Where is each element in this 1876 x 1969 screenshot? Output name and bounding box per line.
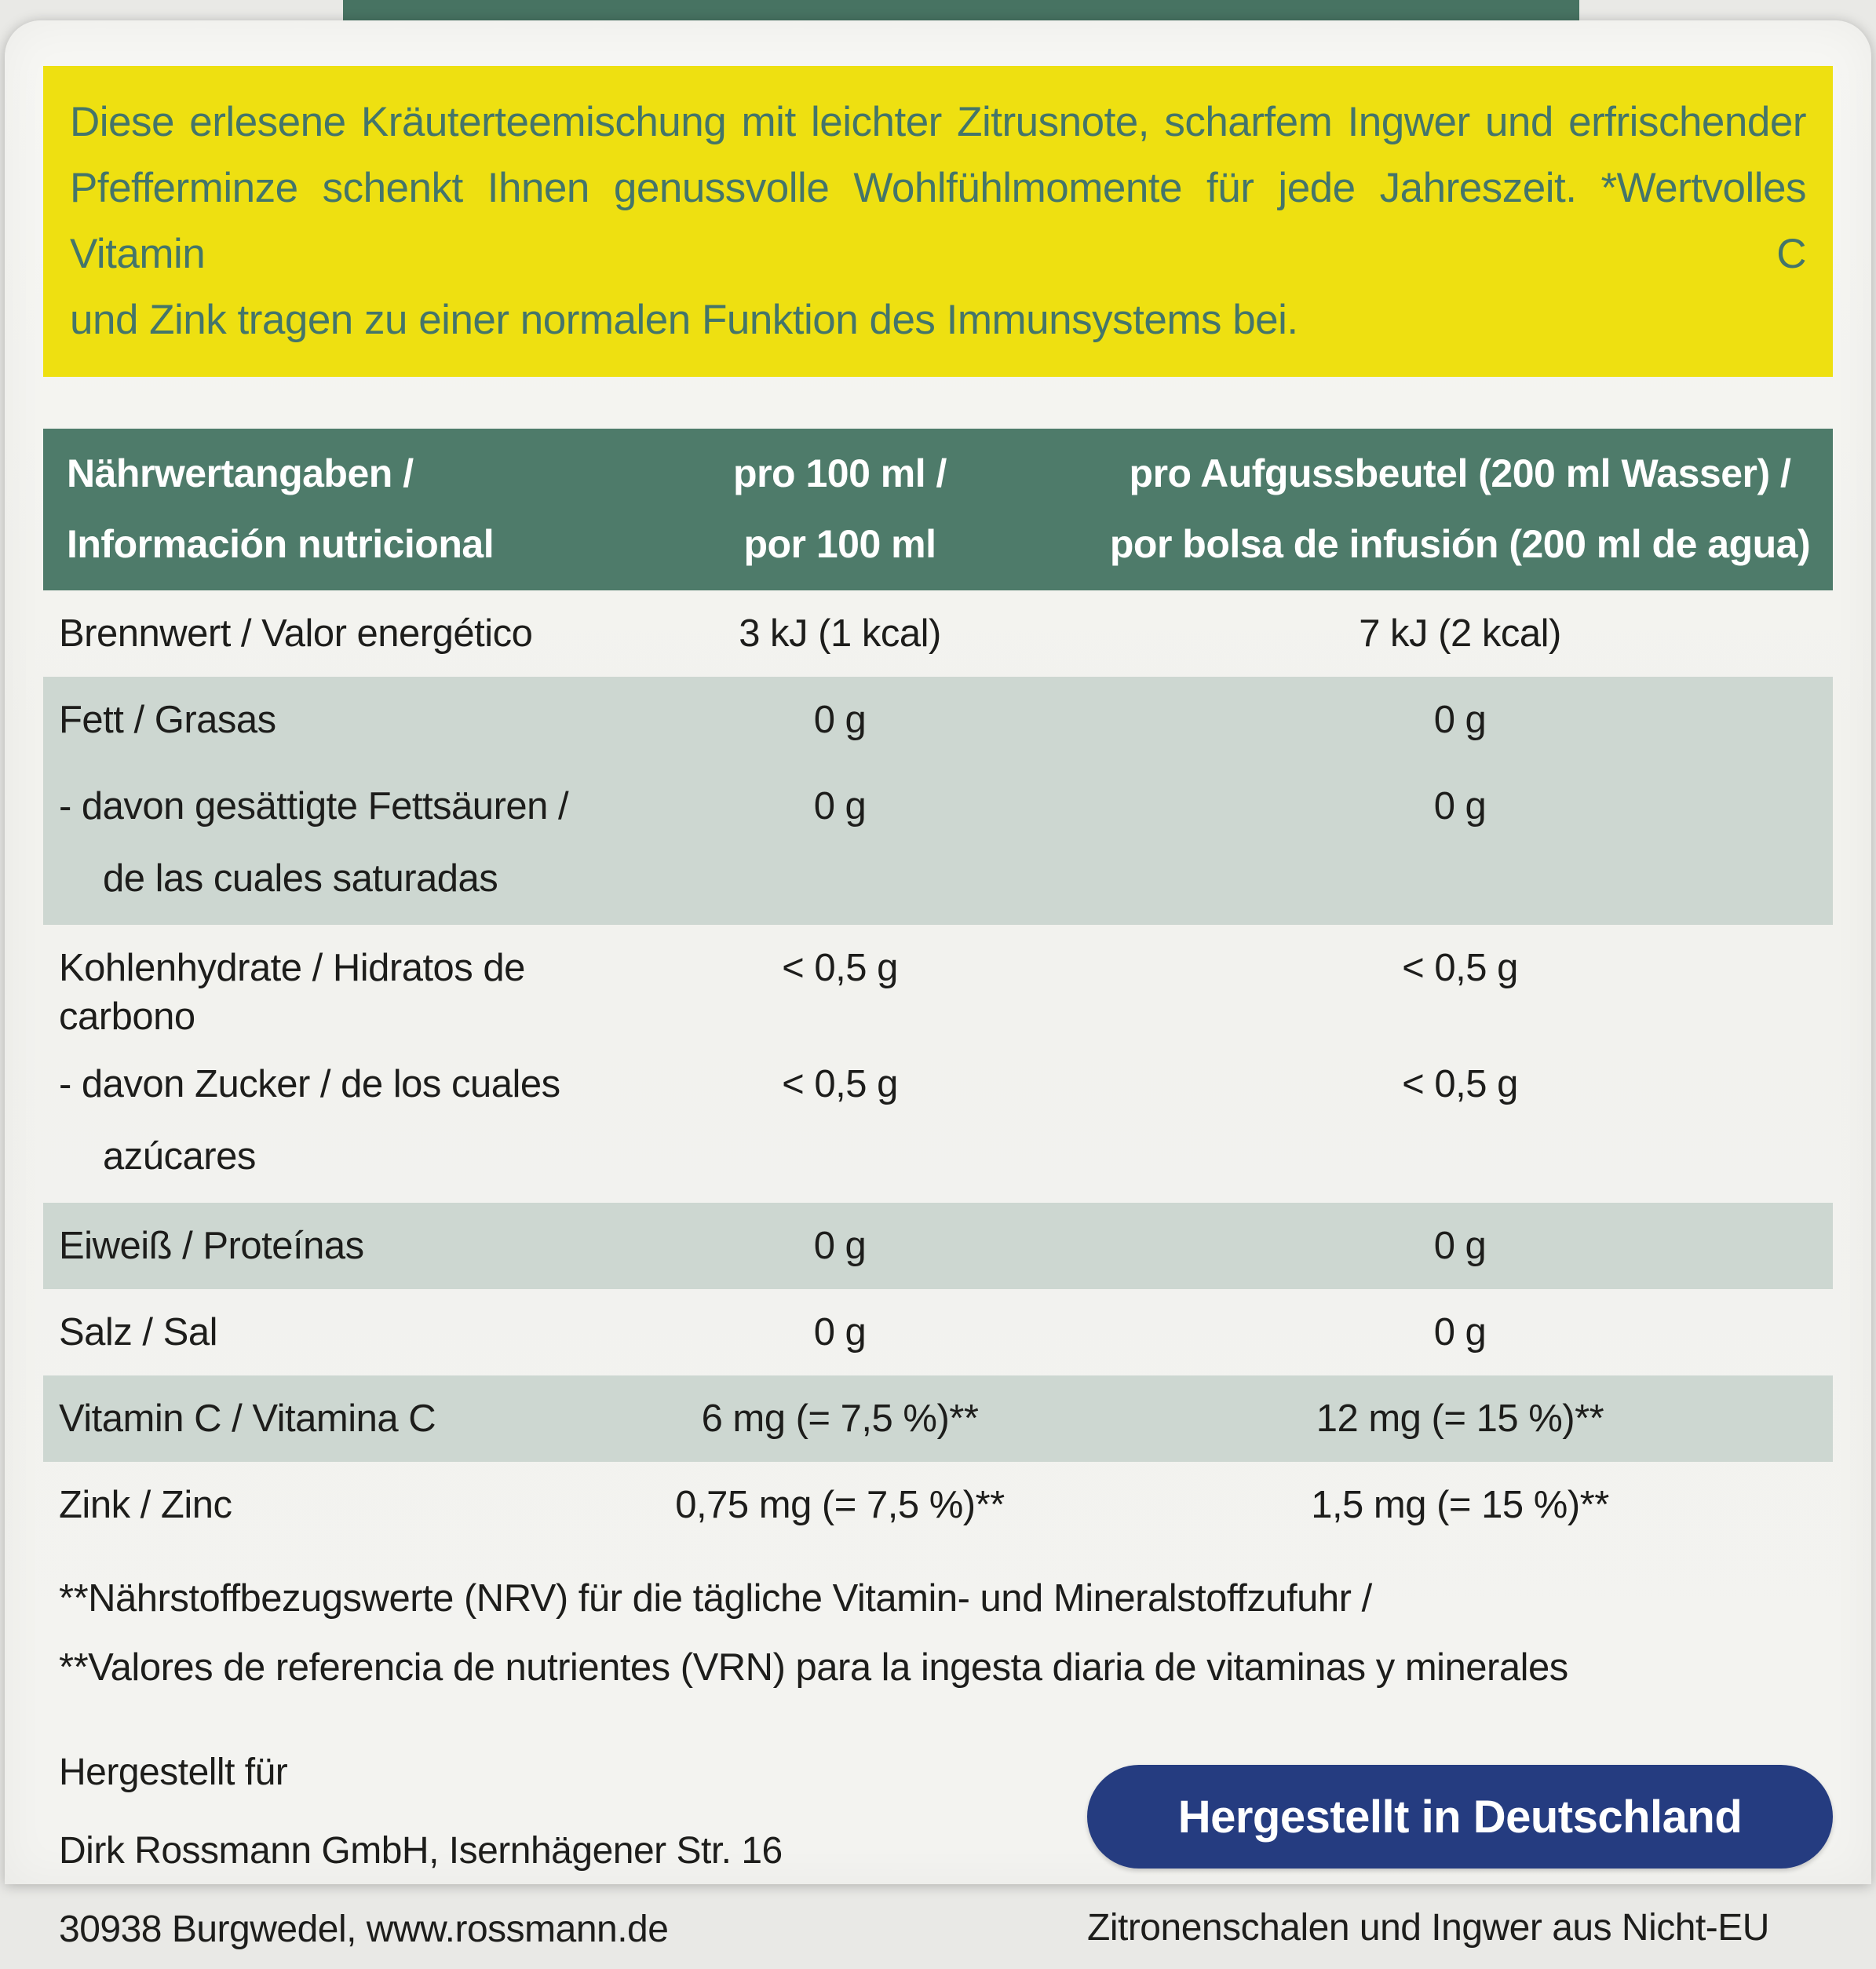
header-per-100ml: pro 100 ml / por 100 ml: [733, 451, 947, 566]
value-per-bag: 7 kJ (2 kcal): [1359, 612, 1561, 655]
description-line-2: Pfefferminze schenkt Ihnen genussvolle Wohlfühlmomente für jede Jahreszeit. *Wertvolles Vitamin C: [70, 165, 1806, 277]
value-per-bag: 12 mg (= 15 %)**: [1316, 1397, 1604, 1440]
row-label: Zink / Zinc: [59, 1484, 232, 1526]
footnote-nrv-de: **Nährstoffbezugswerte (NRV) für die tägliche Vitamin- und Mineralstoffzufuhr /: [59, 1577, 1372, 1620]
value-per-100ml: 0,75 mg (= 7,5 %)**: [675, 1484, 1005, 1526]
table-row-energy: [43, 590, 1833, 677]
value-per-100ml: 3 kJ (1 kcal): [739, 612, 941, 655]
row-label: Kohlenhydrate / Hidratos de carbono: [59, 947, 525, 1038]
table-row-carbohydrate: [43, 925, 1833, 1041]
made-in-germany-badge: Hergestellt in Deutschland: [1087, 1765, 1833, 1869]
row-label: - davon gesättigte Fettsäuren / de las cuales saturadas: [59, 785, 569, 900]
value-per-100ml: 0 g: [813, 1225, 867, 1267]
footnote-nrv-es: **Valores de referencia de nutrientes (VRN) para la ingesta diaria de vitaminas y minerales: [59, 1646, 1568, 1689]
table-row-sugars: [43, 1041, 1833, 1203]
value-per-100ml: < 0,5 g: [782, 947, 898, 989]
row-label: Vitamin C / Vitamina C: [59, 1397, 436, 1440]
table-row-vitamin-c: [43, 1375, 1833, 1462]
table-row-zinc: [43, 1462, 1833, 1548]
row-label: - davon Zucker / de los cuales azúcares: [59, 1063, 560, 1178]
value-per-100ml: 0 g: [813, 699, 867, 741]
row-label: Fett / Grasas: [59, 699, 276, 741]
manufacturer-line-2: Dirk Rossmann GmbH, Isernhägener Str. 16: [59, 1830, 783, 1872]
table-row-protein: [43, 1203, 1833, 1289]
origin-note: Zitronenschalen und Ingwer aus Nicht-EU: [1087, 1907, 1769, 1949]
table-row-saturated-fat: [43, 763, 1833, 925]
package-top-edge-strip: [343, 0, 1579, 22]
value-per-bag: 0 g: [1433, 1311, 1487, 1353]
description-line-1: Diese erlesene Kräuterteemischung mit leichter Zitrusnote, scharfem Ingwer und erfrischender: [70, 99, 1806, 145]
origin-info: [1087, 1733, 1833, 1969]
value-per-100ml: < 0,5 g: [782, 1063, 898, 1105]
description-line-3: und Zink tragen zu einer normalen Funktion des Immunsystems bei.: [70, 297, 1298, 343]
manufacturer-line-3: 30938 Burgwedel, www.rossmann.de: [59, 1909, 669, 1950]
nutrition-table: [43, 429, 1833, 1548]
value-per-bag: < 0,5 g: [1402, 947, 1518, 989]
manufacturer-info: [59, 1733, 1087, 1969]
package-label: [5, 20, 1871, 1950]
description-banner: [43, 66, 1833, 377]
footer: [43, 1733, 1833, 1969]
value-per-bag: 0 g: [1433, 785, 1487, 827]
row-label: Eiweiß / Proteínas: [59, 1225, 364, 1267]
value-per-100ml: 6 mg (= 7,5 %)**: [701, 1397, 979, 1440]
value-per-100ml: 0 g: [813, 1311, 867, 1353]
row-label: Brennwert / Valor energético: [59, 612, 533, 655]
manufacturer-line-1: Hergestellt für: [59, 1752, 288, 1793]
value-per-bag: < 0,5 g: [1402, 1063, 1518, 1105]
header-per-bag: pro Aufgussbeutel (200 ml Wasser) / por bolsa de infusión (200 ml de agua): [1109, 451, 1811, 566]
value-per-bag: 1,5 mg (= 15 %)**: [1311, 1484, 1609, 1526]
nrv-footnotes: [43, 1564, 1833, 1702]
value-per-100ml: 0 g: [813, 785, 867, 827]
table-row-fat: [43, 677, 1833, 763]
value-per-bag: 0 g: [1433, 1225, 1487, 1267]
nutrition-table-header: [43, 429, 1833, 590]
header-nutrition-facts: Nährwertangaben / Información nutricional: [67, 451, 495, 566]
row-label: Salz / Sal: [59, 1311, 217, 1353]
table-row-salt: [43, 1289, 1833, 1375]
value-per-bag: 0 g: [1433, 699, 1487, 741]
